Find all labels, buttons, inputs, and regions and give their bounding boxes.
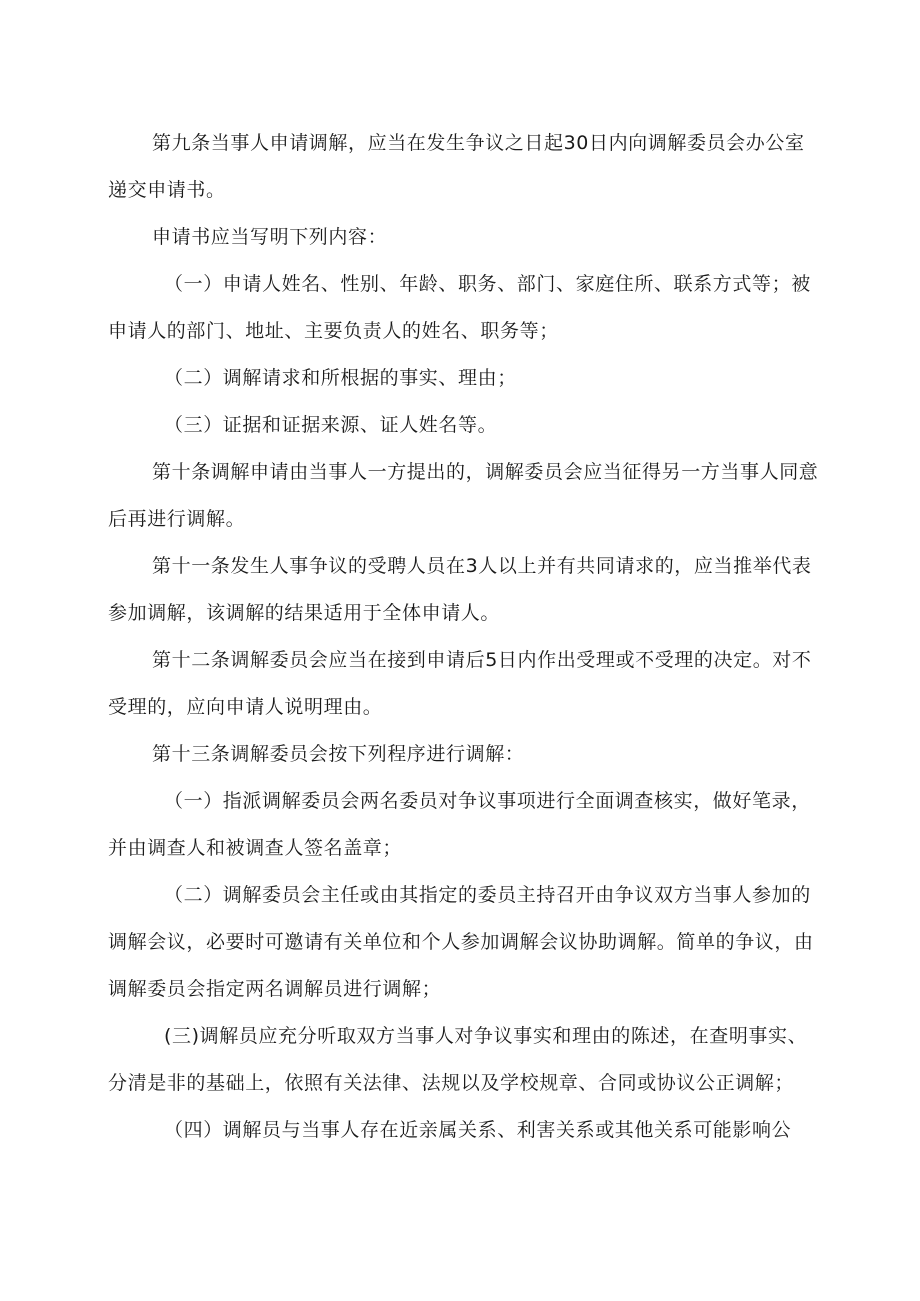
paragraph-procedure-1: （一）指派调解委员会两名委员对争议事项进行全面调查核实，做好笔录，并由调查人和被调查人签名盖章； (108, 790, 811, 859)
paragraph-item-1: （一）申请人姓名、性别、年龄、职务、部门、家庭住所、联系方式等；被申请人的部门、地址、主要负责人的姓名、职务等； (108, 273, 811, 342)
paragraph-application-contents: 申请书应当写明下列内容： (152, 226, 388, 248)
paragraph-article-11: 第十一条发生人事争议的受聘人员在3人以上并有共同请求的，应当推举代表参加调解，该调解的结果适用于全体申请人。 (108, 555, 812, 624)
paragraph-article-13: 第十三条调解委员会按下列程序进行调解： (152, 743, 525, 765)
paragraph-procedure-2: （二）调解委员会主任或由其指定的委员主持召开由争议双方当事人参加的调解会议，必要时可邀请有关单位和个人参加调解会议协助调解。简单的争议，由调解委员会指定两名调解员进行调解； (108, 884, 814, 1000)
paragraph-procedure-4: （四）调解员与当事人存在近亲属关系、利害关系或其他关系可能影响公 (164, 1119, 792, 1141)
paragraph-procedure-3: (三)调解员应充分听取双方当事人对争议事实和理由的陈述，在查明事实、分清是非的基础上，依照有关法律、法规以及学校规章、合同或协议公正调解； (108, 1025, 808, 1094)
paragraph-article-10: 第十条调解申请由当事人一方提出的，调解委员会应当征得另一方当事人同意后再进行调解。 (108, 461, 819, 530)
paragraph-item-3: （三）证据和证据来源、证人姓名等。 (164, 414, 498, 436)
paragraph-article-9: 第九条当事人申请调解，应当在发生争议之日起30日内向调解委员会办公室递交申请书。 (108, 132, 805, 201)
paragraph-article-12: 第十二条调解委员会应当在接到申请后5日内作出受理或不受理的决定。对不受理的，应向申请人说明理由。 (108, 649, 812, 718)
paragraph-item-2: （二）调解请求和所根据的事实、理由； (164, 367, 517, 389)
